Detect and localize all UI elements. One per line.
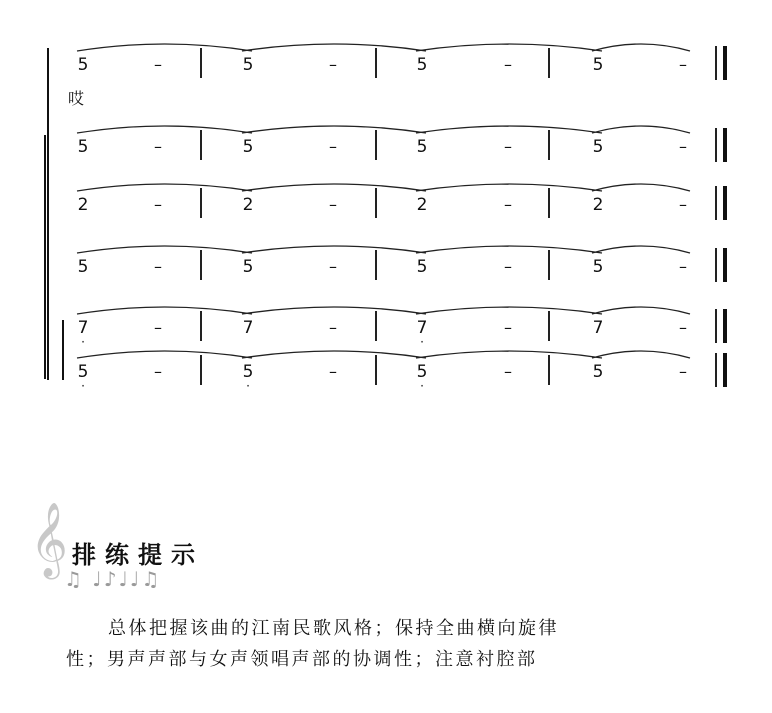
final-barline-thick: [723, 186, 727, 220]
treble-clef-icon: 𝄞: [30, 503, 68, 577]
note: 5: [592, 137, 604, 157]
barline: [375, 355, 377, 385]
barline: [200, 48, 202, 78]
octave-dot-below: ·: [81, 379, 85, 393]
note: 5: [242, 257, 254, 277]
hold-dash: –: [504, 195, 512, 214]
note: 5: [592, 55, 604, 75]
note: 2: [77, 195, 89, 215]
tie-slur: [77, 184, 252, 191]
hold-dash: –: [154, 137, 162, 156]
barline: [548, 48, 550, 78]
tie-slur: [592, 307, 690, 314]
tie-slur: [416, 246, 602, 253]
note: 5: [242, 55, 254, 75]
note: 7: [77, 318, 89, 338]
barline: [200, 250, 202, 280]
tie-slur: [77, 307, 252, 314]
note: 7: [592, 318, 604, 338]
note: 5: [416, 362, 428, 382]
tie-slur: [242, 44, 426, 51]
hold-dash: –: [329, 362, 337, 381]
barline: [548, 250, 550, 280]
hold-dash: –: [679, 195, 687, 214]
barline: [548, 355, 550, 385]
hold-dash: –: [154, 55, 162, 74]
note: 5: [592, 362, 604, 382]
tie-slur: [416, 351, 602, 358]
tie-slur: [416, 307, 602, 314]
tie-slur: [242, 126, 426, 133]
hold-dash: –: [329, 195, 337, 214]
hold-dash: –: [504, 318, 512, 337]
final-barline-thick: [723, 309, 727, 343]
tie-slur: [77, 246, 252, 253]
tie-slur: [416, 126, 602, 133]
hold-dash: –: [329, 55, 337, 74]
tie-slur: [242, 307, 426, 314]
barline: [548, 188, 550, 218]
hold-dash: –: [679, 55, 687, 74]
barline: [375, 188, 377, 218]
octave-dot-below: ·: [420, 335, 424, 349]
final-barline-thick: [723, 248, 727, 282]
tips-line-1: 总体把握该曲的江南民歌风格；保持全曲横向旋律: [108, 618, 559, 639]
hold-dash: –: [329, 257, 337, 276]
barline: [200, 130, 202, 160]
final-barline-thick: [723, 353, 727, 387]
hold-dash: –: [679, 257, 687, 276]
note: 7: [416, 318, 428, 338]
note: 2: [592, 195, 604, 215]
note: 5: [242, 137, 254, 157]
note: 5: [416, 137, 428, 157]
tips-paragraph: [66, 613, 670, 675]
hold-dash: –: [329, 318, 337, 337]
tie-slur: [242, 184, 426, 191]
note: 7: [242, 318, 254, 338]
tie-slur: [592, 351, 690, 358]
note: 5: [77, 257, 89, 277]
barline: [200, 355, 202, 385]
note: 5: [77, 362, 89, 382]
octave-dot-below: ·: [420, 379, 424, 393]
hold-dash: –: [679, 137, 687, 156]
hold-dash: –: [329, 137, 337, 156]
tie-slur: [77, 351, 252, 358]
hold-dash: –: [679, 362, 687, 381]
octave-dot-below: ·: [246, 379, 250, 393]
rehearsal-tips-header: [30, 505, 290, 595]
final-barline-thick: [723, 128, 727, 162]
hold-dash: –: [154, 257, 162, 276]
note: 5: [77, 55, 89, 75]
tie-slur: [77, 44, 252, 51]
tie-slur: [592, 44, 690, 51]
barline: [200, 311, 202, 341]
hold-dash: –: [679, 318, 687, 337]
tie-slur: [242, 246, 426, 253]
barline: [375, 311, 377, 341]
barline: [548, 311, 550, 341]
tie-slur: [592, 184, 690, 191]
hold-dash: –: [504, 362, 512, 381]
tips-line-2: 性；男声声部与女声领唱声部的协调性；注意衬腔部: [66, 649, 538, 670]
tie-slur: [592, 126, 690, 133]
barline: [375, 130, 377, 160]
hold-dash: –: [504, 137, 512, 156]
final-barline-thick: [723, 46, 727, 80]
hold-dash: –: [504, 55, 512, 74]
tie-slur: [592, 246, 690, 253]
tips-title: 排练提示: [72, 541, 204, 569]
final-barline-thin: [715, 309, 717, 343]
hold-dash: –: [154, 362, 162, 381]
note: 5: [592, 257, 604, 277]
note: 2: [242, 195, 254, 215]
barline: [375, 48, 377, 78]
note: 5: [242, 362, 254, 382]
barline: [200, 188, 202, 218]
note: 5: [77, 137, 89, 157]
final-barline-thin: [715, 46, 717, 80]
tie-slur: [416, 184, 602, 191]
final-barline-thin: [715, 353, 717, 387]
octave-dot-below: ·: [81, 335, 85, 349]
final-barline-thin: [715, 128, 717, 162]
tie-slur: [242, 351, 426, 358]
note: 5: [416, 55, 428, 75]
hold-dash: –: [504, 257, 512, 276]
tie-slur: [77, 126, 252, 133]
barline: [375, 250, 377, 280]
hold-dash: –: [154, 318, 162, 337]
hold-dash: –: [154, 195, 162, 214]
note: 2: [416, 195, 428, 215]
note: 5: [416, 257, 428, 277]
barline: [548, 130, 550, 160]
final-barline-thin: [715, 186, 717, 220]
tie-slur: [416, 44, 602, 51]
lyric-ai: 哎: [68, 89, 85, 108]
final-barline-thin: [715, 248, 717, 282]
music-notes-icon: ♫ ♩♪♩♩♫: [64, 567, 162, 591]
